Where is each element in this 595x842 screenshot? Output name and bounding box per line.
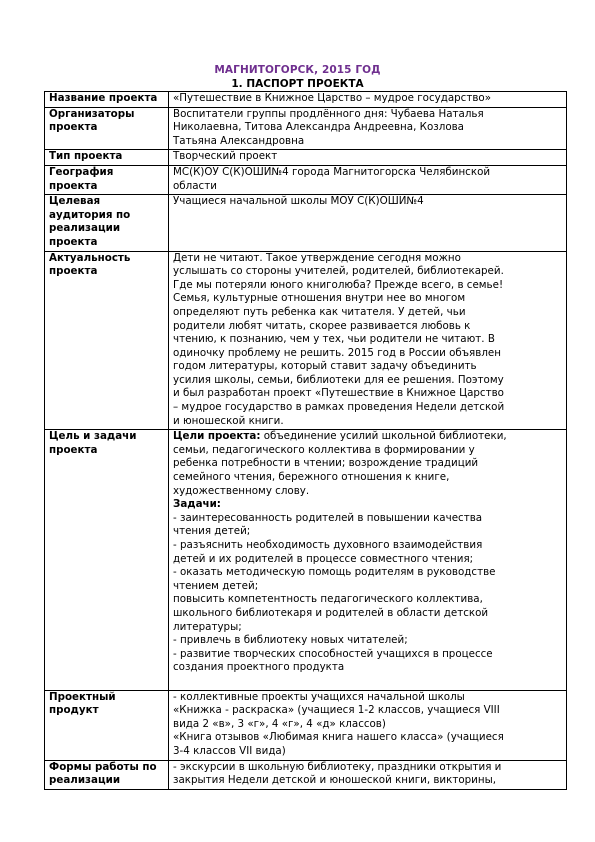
text-line: Семья, культурные отношения внутри нее во многом: [173, 292, 466, 305]
project-passport-table: [44, 91, 567, 790]
text-line: литературы;: [173, 620, 242, 633]
table-row: [45, 107, 567, 150]
table-row: [45, 195, 567, 251]
text-line: определяют путь ребенка как читателя. У детей, чьи: [173, 305, 466, 318]
goal-text: объединение усилий школьной библиотеки,: [260, 430, 507, 443]
text-line: создания проектного продукта: [173, 661, 345, 674]
text-line: - заинтересованность родителей в повышении качества: [173, 511, 483, 524]
row-value: [169, 430, 567, 690]
text-line: Где мы потеряли юного книголюба? Прежде всего, в семье!: [173, 278, 504, 291]
text-line: и был разработан проект «Путешествие в Книжное Царство: [173, 387, 504, 400]
text-line: «Путешествие в Книжное Царство – мудрое государство»: [173, 92, 491, 104]
text-line: Учащиеся начальной школы МОУ С(К)ОШИ№4: [173, 195, 424, 208]
text-line: - коллективные проекты учащихся начальной школы: [173, 690, 465, 703]
row-value: [169, 760, 567, 789]
row-label: Тип проекта: [45, 150, 169, 166]
text-line: вида 2 «в», 3 «г», 4 «г», 4 «д» классов): [173, 717, 386, 730]
section-title: 1. ПАСПОРТ ПРОЕКТА: [231, 78, 364, 90]
text-line: - разъяснить необходимость духовного взаимодействия: [173, 539, 483, 551]
text-line: школьного библиотекаря и родителей в области детской: [173, 606, 489, 619]
row-value: [169, 195, 567, 251]
text-line: «Книжка - раскраска» (учащиеся 1-2 классов, учащиеся VIII: [173, 704, 500, 717]
text-line: родители любят читать, скорее развивается любовь к: [173, 319, 471, 332]
blank-line: [173, 675, 563, 689]
text-line: области: [173, 179, 217, 192]
table-row: [45, 165, 567, 194]
text-line: художественному слову.: [173, 484, 310, 497]
row-label: География проекта: [45, 165, 169, 194]
text-line: чтения детей;: [173, 525, 251, 538]
row-label: Название проекта: [45, 92, 169, 108]
row-value: [169, 107, 567, 150]
row-label: Актуальность проекта: [45, 251, 169, 430]
text-line: - оказать методическую помощь родителям в руководстве: [173, 566, 496, 579]
text-line: – мудрое государство в рамках проведения Недели детской: [173, 401, 505, 414]
text-line: годом литературы, который ставит задачу объединить: [173, 360, 477, 373]
row-label: Целевая аудитория по реализации проекта: [45, 195, 169, 251]
text-line: 3-4 классов VII вида): [173, 744, 286, 757]
row-value: [169, 251, 567, 430]
row-value: [169, 92, 567, 108]
text-line: закрытия Недели детской и юношеской книги, викторины,: [173, 774, 497, 787]
text-line: - экскурсии в школьную библиотеку, праздники открытия и: [173, 760, 502, 773]
table-row: [45, 92, 567, 108]
table-row: [45, 150, 567, 166]
text-line: «Книга отзывов «Любимая книга нашего класса» (учащиеся: [173, 731, 504, 744]
text-line: Татьяна Александровна: [173, 134, 305, 147]
text-line: чтению, к познанию, чем у тех, чьи родители не читают. В: [173, 333, 495, 346]
city-year-heading: МАГНИТОГОРСК, 2015 ГОД: [214, 64, 381, 76]
table-row: [45, 251, 567, 430]
text-line: Воспитатели группы продлённого дня: Чубаева Наталья: [173, 107, 484, 120]
tasks-label: Задачи:: [173, 498, 221, 511]
text-line: МС(К)ОУ С(К)ОШИ№4 города Магнитогорска Челябинской: [173, 165, 491, 178]
text-line: и юношеской книги.: [173, 414, 284, 427]
text-line: чтением детей;: [173, 579, 259, 592]
text-line: услышать со стороны учителей, родителей, библиотекарей.: [173, 265, 504, 278]
text-line: усилия школы, семьи, библиотеки для ее решения. Поэтому: [173, 373, 504, 386]
row-label: Цель и задачи проекта: [45, 430, 169, 690]
text-line: семейного чтения, бережного отношения к книге,: [173, 471, 450, 484]
text-line: - развитие творческих способностей учащихся в процессе: [173, 647, 493, 660]
table-row: [45, 430, 567, 690]
text-line: одиночку проблему не решить. 2015 год в России объявлен: [173, 346, 501, 359]
table-row: [45, 690, 567, 760]
row-label: Организаторы проекта: [45, 107, 169, 150]
text-line: - привлечь в библиотеку новых читателей;: [173, 634, 408, 647]
row-label: Проектный продукт: [45, 690, 169, 760]
row-value: [169, 165, 567, 194]
table-row: [45, 760, 567, 789]
row-value: [169, 690, 567, 760]
text-line: Творческий проект: [173, 150, 278, 163]
row-value: [169, 150, 567, 166]
text-line: семьи, педагогического коллектива в формировании у: [173, 443, 475, 456]
text-line: Николаевна, Титова Александра Андреевна, Козлова: [173, 121, 464, 134]
row-label: Формы работы по реализации: [45, 760, 169, 789]
text-line: детей и их родителей в процессе совместного чтения;: [173, 552, 474, 565]
text-line: повысить компетентность педагогического коллектива,: [173, 593, 483, 606]
text-line: Дети не читают. Такое утверждение сегодня можно: [173, 251, 461, 264]
goal-line: [173, 430, 563, 444]
text-line: ребенка потребности в чтении; возрождение традиций: [173, 457, 479, 470]
goal-label: Цели проекта:: [173, 430, 261, 443]
